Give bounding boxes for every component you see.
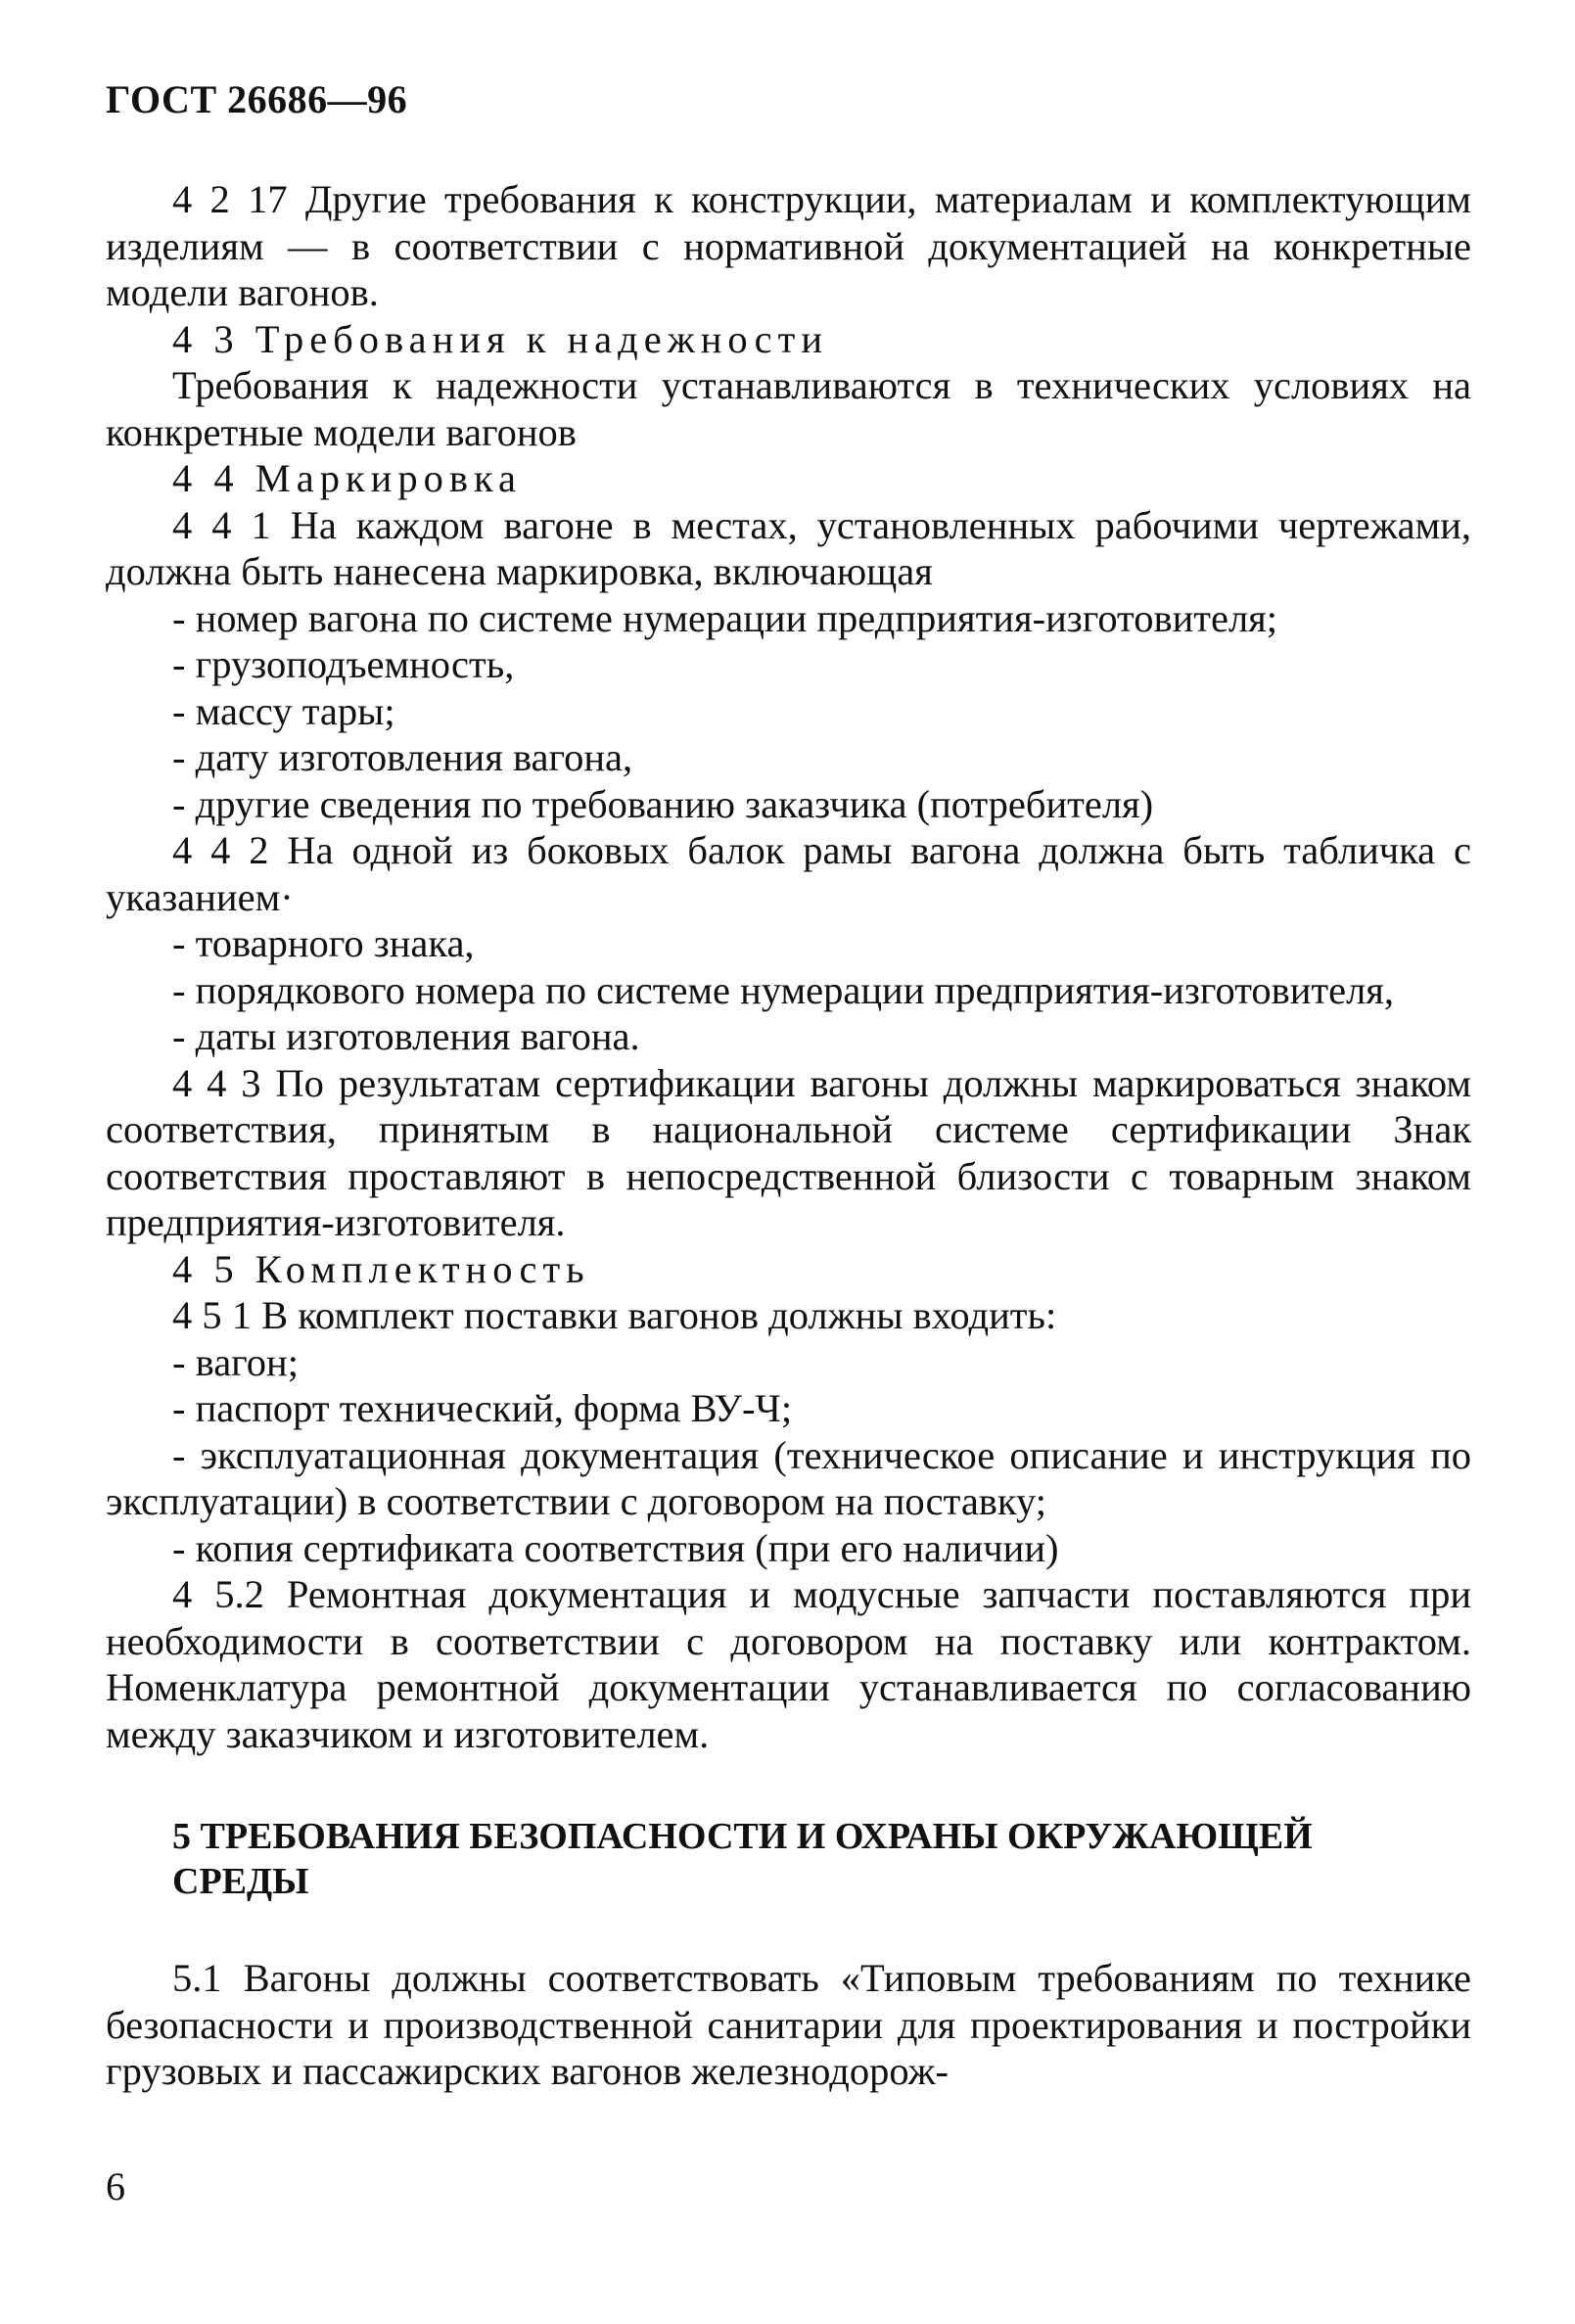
list-item: - массу тары; [172,688,395,733]
paragraph-4-2-17: 4 2 17 Другие требования к конструкции, материалам и комплектующим изделиям — в соответствии с нормативной документацией на конкретные модели вагонов. [106,177,1471,314]
paragraph-4-4-3: 4 4 3 По результатам сертификации вагоны должны маркироваться знаком соответствия, принятым в национальной системе сертификации Знак соответствия проставляют в непосредственной близости с товарным знаком предприятия-изготовителя. [106,1060,1471,1244]
list-item: - грузоподъемность, [172,642,515,686]
list-item: - вагон; [172,1339,299,1384]
list-item: - эксплуатационная документация (техническое описание и инструкция по эксплуатации) в соответствии с договором на поставку; [106,1432,1471,1523]
list-4-4-1 [106,595,1471,828]
list-item: - номер вагона по системе нумерации предприятия-изготовителя; [172,595,1278,640]
page-number: 6 [106,2164,125,2208]
list-item: - паспорт технический, форма ВУ-Ч; [172,1386,793,1430]
document-body [106,176,1471,2095]
list-item: - копия сертификата соответствия (при его наличии) [172,1525,1059,1570]
list-item: - даты изготовления вагона. [172,1014,640,1058]
list-item: - порядкового номера по системе нумерации предприятия-изготовителя, [172,967,1395,1012]
paragraph-4-4-2: 4 4 2 На одной из боковых балок рамы вагона должна быть табличка с указанием· [106,828,1471,919]
section-5-title [106,1814,1471,1904]
list-item: - дату изготовления вагона, [172,735,633,779]
list-4-5-1 [106,1339,1471,1572]
list-item: - товарного знака, [172,921,475,965]
list-item: - другие сведения по требованию заказчика (потребителя) [172,781,1154,826]
section-5-title-line-1: 5 ТРЕБОВАНИЯ БЕЗОПАСНОСТИ И ОХРАНЫ ОКРУЖАЮЩЕЙ [172,1816,1313,1857]
paragraph-4-3: Требования к надежности устанавливаются в технических условиях на конкретные модели вагонов [106,363,1471,454]
section-5-title-line-2: СРЕДЫ [172,1861,309,1902]
paragraph-4-5-1: 4 5 1 В комплект поставки вагонов должны входить: [172,1293,1057,1337]
document-header: ГОСТ 26686—96 [106,77,408,121]
heading-4-4: 4 4 Маркировка [172,456,522,500]
heading-4-5: 4 5 Комплектность [172,1246,590,1291]
paragraph-4-4-1: 4 4 1 На каждом вагоне в местах, установленных рабочими чертежами, должна быть нанесена маркировка, включающая [106,502,1471,593]
paragraph-5-1: 5.1 Вагоны должны соответствовать «Типовым требованиям по технике безопасности и производственной санитарии для проектирования и постройки грузовых и пассажирских вагонов железнодорож- [106,1956,1471,2093]
list-4-4-2 [106,920,1471,1060]
heading-4-3: 4 3 Требования к надежности [172,316,828,361]
paragraph-4-5-2: 4 5.2 Ремонтная документация и модусные запчасти поставляются при необходимости в соответствии с договором на поставку или контрактом. Номенклатура ремонтной документации устанавливается по согласованию между заказчиком и изготовителем. [106,1572,1471,1756]
